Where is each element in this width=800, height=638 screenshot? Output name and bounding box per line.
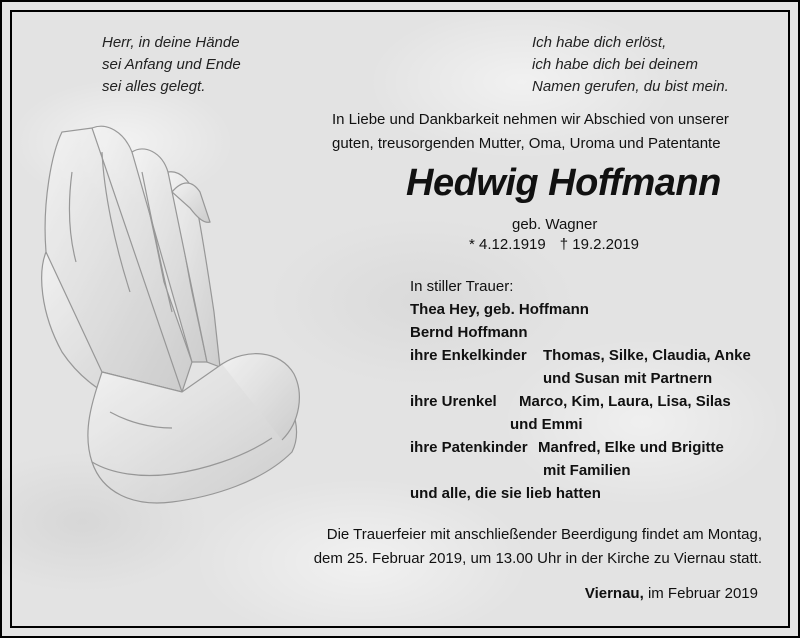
great-grandchildren-names: Marco, Kim, Laura, Lisa, Silas <box>519 393 731 410</box>
grandchildren-label: ihre Enkelkinder <box>410 347 527 364</box>
grandchildren-names: und Susan mit Partnern <box>543 370 713 387</box>
funeral-line: Die Trauerfeier mit anschließender Beerdigung findet am Montag, <box>326 526 762 543</box>
funeral-notice <box>294 523 762 571</box>
great-grandchildren-row-2 <box>410 413 601 436</box>
intro-line: guten, treusorgenden Mutter, Oma, Uroma und Patentante <box>332 135 721 152</box>
mourner-line: Bernd Hoffmann <box>410 324 528 341</box>
godchildren-names: mit Familien <box>543 462 631 479</box>
godchildren-label: ihre Patenkinder <box>410 439 528 456</box>
mourner-line: Thea Hey, geb. Hoffmann <box>410 301 589 318</box>
verse-right-line: ich habe dich bei deinem <box>532 56 698 73</box>
mourners-list <box>410 275 751 505</box>
place-town: Viernau, <box>584 585 644 602</box>
praying-hands-image <box>32 112 312 522</box>
godchildren-row <box>410 436 724 459</box>
place-date <box>585 585 758 602</box>
great-grandchildren-names: und Emmi <box>510 416 583 433</box>
death-date: † 19.2.2019 <box>559 236 639 253</box>
deceased-name: Hedwig Hoffmann <box>406 162 721 204</box>
great-grandchildren-label: ihre Urenkel <box>410 393 497 410</box>
grandchildren-names: Thomas, Silke, Claudia, Anke <box>543 347 751 364</box>
great-grandchildren-row <box>410 390 731 413</box>
funeral-line: dem 25. Februar 2019, um 13.00 Uhr in der Kirche zu Viernau statt. <box>313 550 762 567</box>
life-dates <box>469 236 639 253</box>
maiden-name: geb. Wagner <box>512 216 598 233</box>
birth-date: * 4.12.1919 <box>469 236 546 253</box>
intro-line: In Liebe und Dankbarkeit nehmen wir Abschied von unserer <box>332 111 729 128</box>
verse-left-line: Herr, in deine Hände <box>102 34 240 51</box>
verse-right-line: Ich habe dich erlöst, <box>532 34 667 51</box>
grandchildren-row-2 <box>410 367 713 390</box>
verse-left <box>102 32 241 98</box>
mourners-heading: In stiller Trauer: <box>410 278 514 295</box>
grandchildren-row <box>410 344 751 367</box>
verse-left-line: sei alles gelegt. <box>102 78 206 95</box>
verse-right <box>532 32 729 98</box>
mourners-closing: und alle, die sie lieb hatten <box>410 485 601 502</box>
godchildren-row-2 <box>410 459 631 482</box>
verse-right-line: Namen gerufen, du bist mein. <box>532 78 729 95</box>
farewell-intro <box>332 108 729 156</box>
godchildren-names: Manfred, Elke und Brigitte <box>538 439 724 456</box>
place-date-text: im Februar 2019 <box>647 585 758 602</box>
verse-left-line: sei Anfang und Ende <box>102 56 241 73</box>
